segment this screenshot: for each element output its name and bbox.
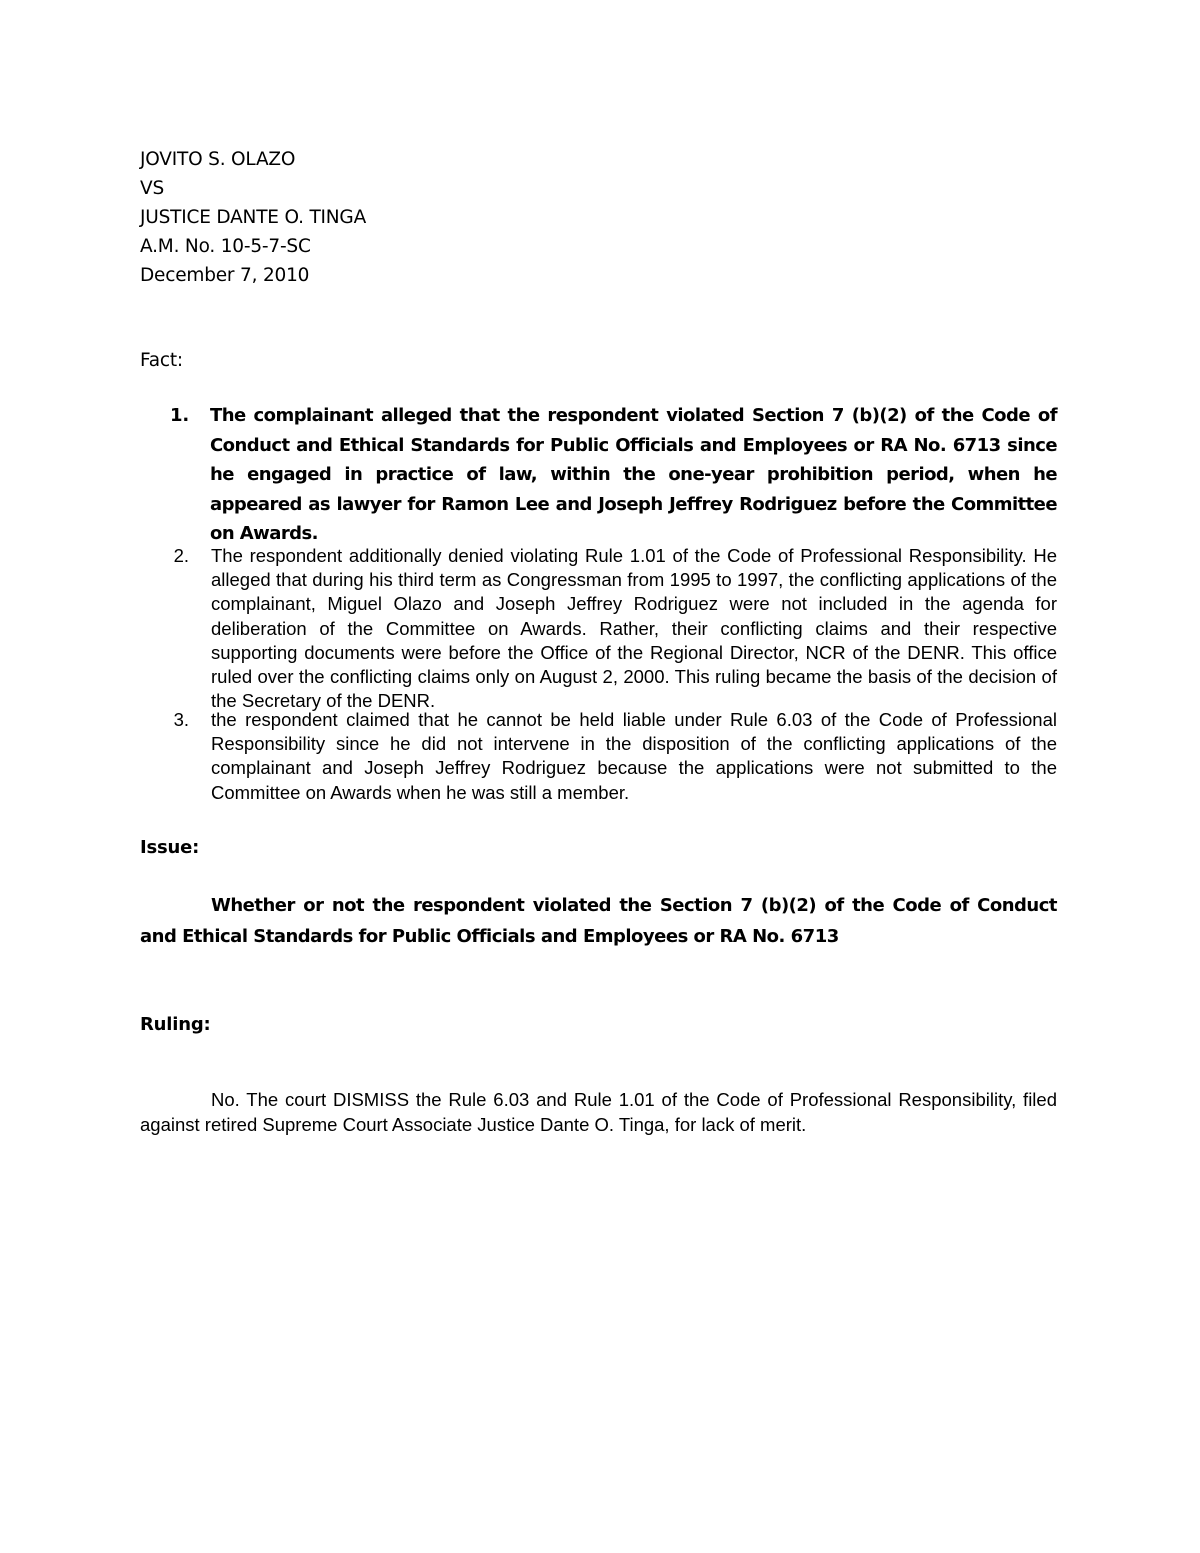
facts-heading: Fact: xyxy=(140,350,183,371)
respondent-name: JUSTICE DANTE O. TINGA xyxy=(140,207,367,228)
fact-3-text: the respondent claimed that he cannot be held liable under Rule 6.03 of the Code of Professional Responsibility since he did not intervene in the disposition of the conflicting applications of the complainant and Joseph Jeffrey Rodriguez because the applications were not submitted to the Committee on Awards when he was still a member. xyxy=(211,709,1057,803)
ruling-heading: Ruling: xyxy=(140,1014,211,1035)
complainant-name: JOVITO S. OLAZO xyxy=(140,149,296,170)
case-date: December 7, 2010 xyxy=(140,265,310,286)
issue-text: Whether or not the respondent violated the Section 7 (b)(2) of the Code of Conduct and Ethical Standards for Public Officials and Employees or RA No. 6713 xyxy=(140,895,1057,947)
case-header xyxy=(140,145,366,290)
ruling-text: No. The court DISMISS the Rule 6.03 and Rule 1.01 of the Code of Professional Responsibility, filed against retired Supreme Court Associate Justice Dante O. Tinga, for lack of merit. xyxy=(140,1089,1057,1135)
fact-3-number: 3. xyxy=(173,709,189,730)
versus-label: VS xyxy=(140,178,164,199)
fact-1-text: The complainant alleged that the respondent violated Section 7 (b)(2) of the Code of Conduct and Ethical Standards for Public Officials and Employees or RA No. 6713 since he engaged in practice of law, within the one-year prohibition period, when he appeared as lawyer for Ramon Lee and Joseph Jeffrey Rodriguez before the Committee on Awards. xyxy=(210,405,1057,544)
fact-1-number: 1. xyxy=(170,405,189,426)
fact-2-number: 2. xyxy=(173,545,189,566)
case-number: A.M. No. 10-5-7-SC xyxy=(140,236,311,257)
fact-2-text: The respondent additionally denied violating Rule 1.01 of the Code of Professional Responsibility. He alleged that during his third term as Congressman from 1995 to 1997, the conflicting applications of the complainant, Miguel Olazo and Joseph Jeffrey Rodriguez were not included in the agenda for deliberation of the Committee on Awards. Rather, their conflicting claims and their respective supporting documents were before the Office of the Regional Director, NCR of the DENR. This office ruled over the conflicting claims only on August 2, 2000. This ruling became the basis of the decision of the Secretary of the DENR. xyxy=(211,545,1057,712)
issue-heading: Issue: xyxy=(140,837,200,858)
